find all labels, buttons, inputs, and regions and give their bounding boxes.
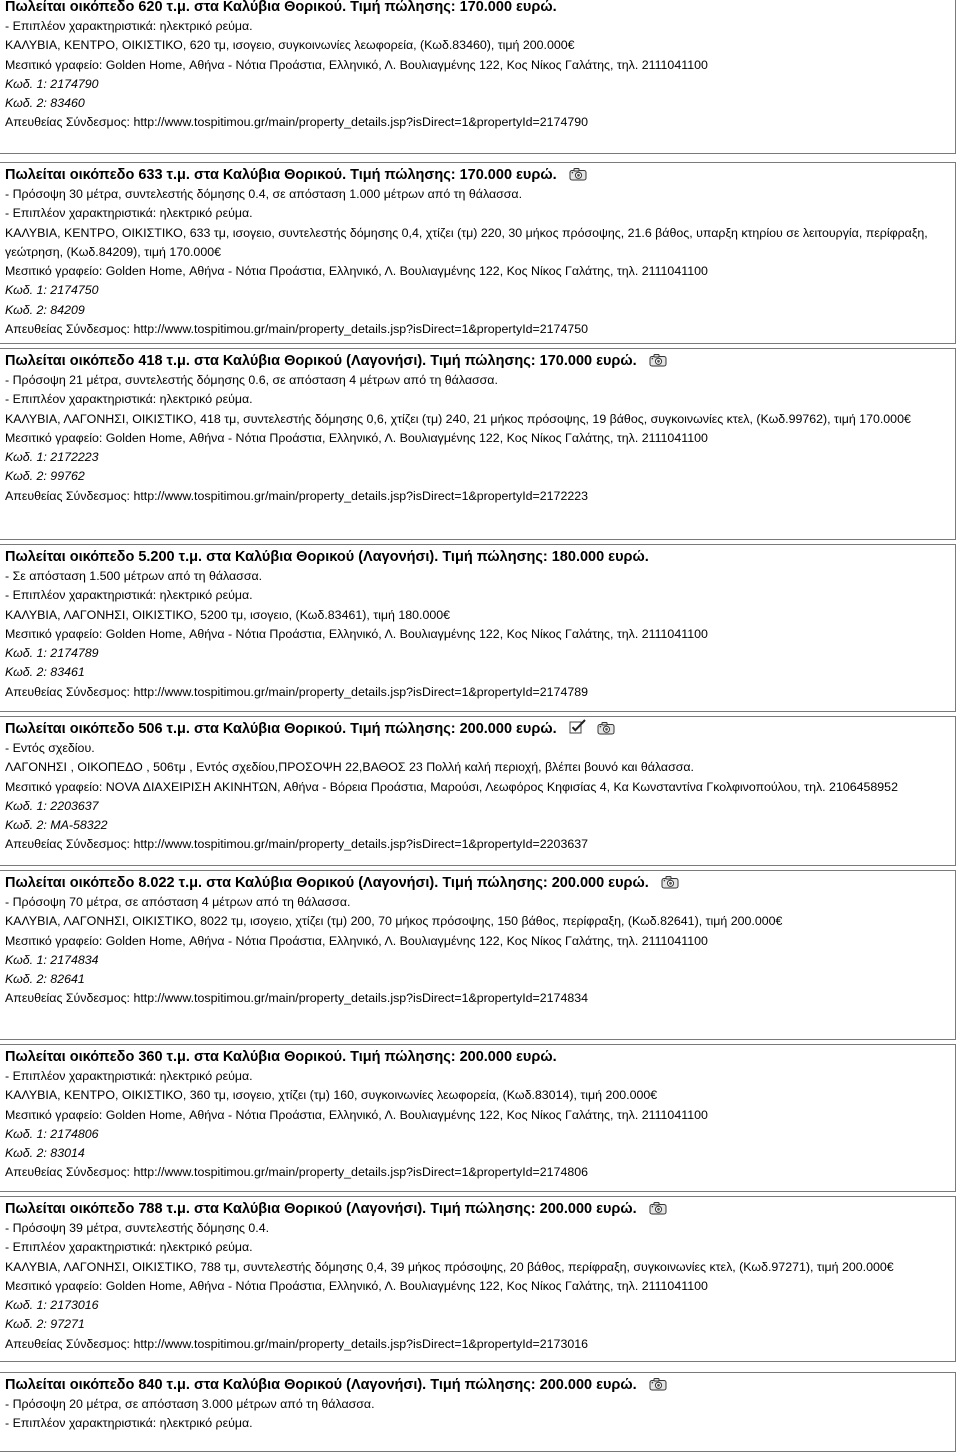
listing-line: - Επιπλέον χαρακτηριστικά: ηλεκτρικό ρεύμα. [5, 206, 253, 221]
listing-description: ΛΑΓΟΝΗΣΙ , ΟΙΚΟΠΕΔΟ , 506τμ , Εντός σχεδίου,ΠΡΟΣΟΨΗ 22,ΒΑΘΟΣ 23 Πολλή καλή περιοχή, βλέπει βουνό και θάλασσα. [5, 760, 694, 775]
code-1: Κωδ. 1: 2174806 [5, 1126, 99, 1141]
direct-link[interactable]: Απευθείας Σύνδεσμος: http://www.tospitimou.gr/main/property_details.jsp?isDirect=1&propertyId=2174806 [5, 1165, 589, 1180]
code-2: Κωδ. 2: 84209 [5, 302, 85, 317]
agency-line: Μεσιτικό γραφείο: Golden Home, Αθήνα - Νότια Προάστια, Ελληνικό, Λ. Βουλιαγμένης 122, Κος Νίκος Γαλάτης, τηλ. 2111041100 [5, 1278, 708, 1293]
code-2: Κωδ. 2: 97271 [5, 1317, 85, 1332]
listing-title [5, 351, 955, 371]
code-2: Κωδ. 2: 99762 [5, 469, 85, 484]
agency-line: Μεσιτικό γραφείο: Golden Home, Αθήνα - Νότια Προάστια, Ελληνικό, Λ. Βουλιαγμένης 122, Κος Νίκος Γαλάτης, τηλ. 2111041100 [5, 264, 708, 279]
code-1: Κωδ. 1: 2203637 [5, 798, 99, 813]
listing-title-text: Πωλείται οικόπεδο 506 τ.μ. στα Καλύβια Θορικού. Τιμή πώλησης: 200.000 ευρώ. [5, 721, 557, 737]
listing-line: - Πρόσοψη 70 μέτρα, σε απόσταση 4 μέτρων από τη θάλασσα. [5, 895, 351, 909]
listing-title-text: Πωλείται οικόπεδο 418 τ.μ. στα Καλύβια Θορικού (Λαγονήσι). Τιμή πώλησης: 170.000 ευρώ. [5, 353, 637, 369]
listing-title: Πωλείται οικόπεδο 360 τ.μ. στα Καλύβια Θορικού. Τιμή πώλησης: 200.000 ευρώ. [5, 1049, 557, 1065]
listing-9 [0, 1372, 956, 1452]
listing-title [5, 1375, 955, 1395]
listing-7 [0, 1044, 956, 1192]
direct-link[interactable]: Απευθείας Σύνδεσμος: http://www.tospitimou.gr/main/property_details.jsp?isDirect=1&propertyId=2174750 [5, 322, 589, 337]
code-1: Κωδ. 1: 2174789 [5, 646, 99, 661]
listing-line: - Επιπλέον χαρακτηριστικά: ηλεκτρικό ρεύμα. [5, 588, 253, 603]
direct-link[interactable]: Απευθείας Σύνδεσμος: http://www.tospitimou.gr/main/property_details.jsp?isDirect=1&propertyId=2173016 [5, 1336, 589, 1351]
agency-line: Μεσιτικό γραφείο: NOVA ΔΙΑΧΕΙΡΙΣΗ ΑΚΙΝΗΤΩΝ, Αθήνα - Βόρεια Προάστια, Μαρούσι, Λεωφόρος Κηφισίας 4, Κα Κωνσταντίνα Γκολφινοπούλου, τηλ. 2106458952 [5, 779, 898, 794]
listing-line: - Επιπλέον χαρακτηριστικά: ηλεκτρικό ρεύμα. [5, 1240, 253, 1255]
photo-icon[interactable] [661, 875, 679, 895]
listing-line: - Επιπλέον χαρακτηριστικά: ηλεκτρικό ρεύμα. [5, 1416, 253, 1431]
photo-icon[interactable] [649, 1201, 667, 1221]
listing-line: - Εντός σχεδίου. [5, 741, 95, 755]
agency-line: Μεσιτικό γραφείο: Golden Home, Αθήνα - Νότια Προάστια, Ελληνικό, Λ. Βουλιαγμένης 122, Κος Νίκος Γαλάτης, τηλ. 2111041100 [5, 933, 708, 948]
code-1: Κωδ. 1: 2174750 [5, 283, 99, 298]
code-1: Κωδ. 1: 2174834 [5, 952, 99, 967]
code-2: Κωδ. 2: 83460 [5, 96, 85, 111]
agency-line: Μεσιτικό γραφείο: Golden Home, Αθήνα - Νότια Προάστια, Ελληνικό, Λ. Βουλιαγμένης 122, Κος Νίκος Γαλάτης, τηλ. 2111041100 [5, 626, 708, 641]
listing-line: - Πρόσοψη 20 μέτρα, σε απόσταση 3.000 μέτρων από τη θάλασσα. [5, 1397, 375, 1411]
listing-title-text: Πωλείται οικόπεδο 840 τ.μ. στα Καλύβια Θορικού (Λαγονήσι). Τιμή πώλησης: 200.000 ευρώ. [5, 1377, 637, 1393]
listing-title-text: Πωλείται οικόπεδο 633 τ.μ. στα Καλύβια Θορικού. Τιμή πώλησης: 170.000 ευρώ. [5, 167, 557, 183]
listing-title: Πωλείται οικόπεδο 620 τ.μ. στα Καλύβια Θορικού. Τιμή πώλησης: 170.000 ευρώ. [5, 0, 557, 15]
listing-line: - Πρόσοψη 30 μέτρα, συντελεστής δόμησης 0.4, σε απόσταση 1.000 μέτρων από τη θάλασσα. [5, 187, 523, 201]
agency-line: Μεσιτικό γραφείο: Golden Home, Αθήνα - Νότια Προάστια, Ελληνικό, Λ. Βουλιαγμένης 122, Κος Νίκος Γαλάτης, τηλ. 2111041100 [5, 1107, 708, 1122]
listing-line: - Επιπλέον χαρακτηριστικά: ηλεκτρικό ρεύμα. [5, 19, 253, 33]
direct-link[interactable]: Απευθείας Σύνδεσμος: http://www.tospitimou.gr/main/property_details.jsp?isDirect=1&propertyId=2174834 [5, 991, 589, 1006]
listing-description: ΚΑΛΥΒΙΑ, ΛΑΓΟΝΗΣΙ, ΟΙΚΙΣΤΙΚΟ, 788 τμ, συντελεστής δόμησης 0,4, 39 μήκος πρόσοψης, 20 βάθος, περίφραξη, συγκοινωνίες κτελ, (Κωδ.97271), τιμή 200.000€ [5, 1259, 894, 1274]
code-1: Κωδ. 1: 2173016 [5, 1298, 99, 1313]
direct-link[interactable]: Απευθείας Σύνδεσμος: http://www.tospitimou.gr/main/property_details.jsp?isDirect=1&propertyId=2174790 [5, 115, 589, 130]
agency-line: Μεσιτικό γραφείο: Golden Home, Αθήνα - Νότια Προάστια, Ελληνικό, Λ. Βουλιαγμένης 122, Κος Νίκος Γαλάτης, τηλ. 2111041100 [5, 430, 708, 445]
listing-line: - Πρόσοψη 21 μέτρα, συντελεστής δόμησης 0.6, σε απόσταση 4 μέτρων από τη θάλασσα. [5, 373, 498, 387]
listing-title [5, 719, 955, 739]
listing-title [5, 165, 955, 185]
photo-icon[interactable] [597, 721, 615, 741]
photo-icon[interactable] [649, 353, 667, 373]
listing-description: ΚΑΛΥΒΙΑ, ΛΑΓΟΝΗΣΙ, ΟΙΚΙΣΤΙΚΟ, 8022 τμ, ισογειο, χτίζει (τμ) 200, 70 μήκος πρόσοψης, 150 βάθος, περίφραξη, (Κωδ.82641), τιμή 200.000€ [5, 914, 783, 929]
listing-line: - Επιπλέον χαρακτηριστικά: ηλεκτρικό ρεύμα. [5, 1069, 253, 1083]
listing-5 [0, 716, 956, 866]
code-1: Κωδ. 1: 2174790 [5, 76, 99, 91]
photo-icon[interactable] [649, 1377, 667, 1397]
code-2: Κωδ. 2: MA-58322 [5, 818, 108, 833]
listing-4 [0, 544, 956, 712]
direct-link[interactable]: Απευθείας Σύνδεσμος: http://www.tospitimou.gr/main/property_details.jsp?isDirect=1&propertyId=2174789 [5, 684, 589, 699]
listing-2 [0, 162, 956, 344]
direct-link[interactable]: Απευθείας Σύνδεσμος: http://www.tospitimou.gr/main/property_details.jsp?isDirect=1&propertyId=2172223 [5, 488, 589, 503]
listing-1 [0, 0, 956, 154]
listing-description: ΚΑΛΥΒΙΑ, ΚΕΝΤΡΟ, ΟΙΚΙΣΤΙΚΟ, 360 τμ, ισογειο, χτίζει (τμ) 160, συγκοινωνίες λεωφορεία, (Κωδ.83014), τιμή 200.000€ [5, 1088, 658, 1103]
checkbox-checked-icon[interactable] [569, 719, 587, 741]
agency-line: Μεσιτικό γραφείο: Golden Home, Αθήνα - Νότια Προάστια, Ελληνικό, Λ. Βουλιαγμένης 122, Κος Νίκος Γαλάτης, τηλ. 2111041100 [5, 57, 708, 72]
listing-line: - Πρόσοψη 39 μέτρα, συντελεστής δόμησης 0.4. [5, 1221, 270, 1235]
listing-title-text: Πωλείται οικόπεδο 788 τ.μ. στα Καλύβια Θορικού (Λαγονήσι). Τιμή πώλησης: 200.000 ευρώ. [5, 1201, 637, 1217]
code-2: Κωδ. 2: 82641 [5, 972, 85, 987]
listing-line: - Επιπλέον χαρακτηριστικά: ηλεκτρικό ρεύμα. [5, 392, 253, 407]
listing-description: ΚΑΛΥΒΙΑ, ΚΕΝΤΡΟ, ΟΙΚΙΣΤΙΚΟ, 633 τμ, ισογειο, συντελεστής δόμησης 0,4, χτίζει (τμ) 220, 30 μήκος πρόσοψης, 21.6 βάθος, υπαρξη κτηρίου σε λειτουργία, περίφραξη, γεώτρηση, (Κωδ.84209), τιμή 170.000€ [5, 225, 928, 259]
photo-icon[interactable] [569, 167, 587, 187]
listing-title [5, 1199, 955, 1219]
code-1: Κωδ. 1: 2172223 [5, 450, 99, 465]
listing-title: Πωλείται οικόπεδο 5.200 τ.μ. στα Καλύβια Θορικού (Λαγονήσι). Τιμή πώλησης: 180.000 ευρώ. [5, 549, 649, 565]
listing-description: ΚΑΛΥΒΙΑ, ΛΑΓΟΝΗΣΙ, ΟΙΚΙΣΤΙΚΟ, 418 τμ, συντελεστής δόμησης 0,6, χτίζει (τμ) 240, 21 μήκος πρόσοψης, 19 βάθος, συγκοινωνίες κτελ, (Κωδ.99762), τιμή 170.000€ [5, 411, 911, 426]
code-2: Κωδ. 2: 83014 [5, 1146, 85, 1161]
listing-title [5, 873, 955, 893]
listing-6 [0, 870, 956, 1040]
listing-line: - Σε απόσταση 1.500 μέτρων από τη θάλασσα. [5, 569, 263, 583]
direct-link[interactable]: Απευθείας Σύνδεσμος: http://www.tospitimou.gr/main/property_details.jsp?isDirect=1&propertyId=2203637 [5, 837, 589, 852]
listing-description: ΚΑΛΥΒΙΑ, ΛΑΓΟΝΗΣΙ, ΟΙΚΙΣΤΙΚΟ, 5200 τμ, ισογειο, (Κωδ.83461), τιμή 180.000€ [5, 607, 451, 622]
listing-title-text: Πωλείται οικόπεδο 8.022 τ.μ. στα Καλύβια Θορικού (Λαγονήσι). Τιμή πώλησης: 200.000 ευρώ. [5, 875, 649, 891]
listing-3 [0, 348, 956, 540]
code-2: Κωδ. 2: 83461 [5, 665, 85, 680]
listing-line: ΚΑΛΥΒΙΑ, ΚΕΝΤΡΟ, ΟΙΚΙΣΤΙΚΟ, 620 τμ, ισογειο, συγκοινωνίες λεωφορεία, (Κωδ.83460), τιμή 200.000€ [5, 38, 575, 53]
listing-8 [0, 1196, 956, 1362]
